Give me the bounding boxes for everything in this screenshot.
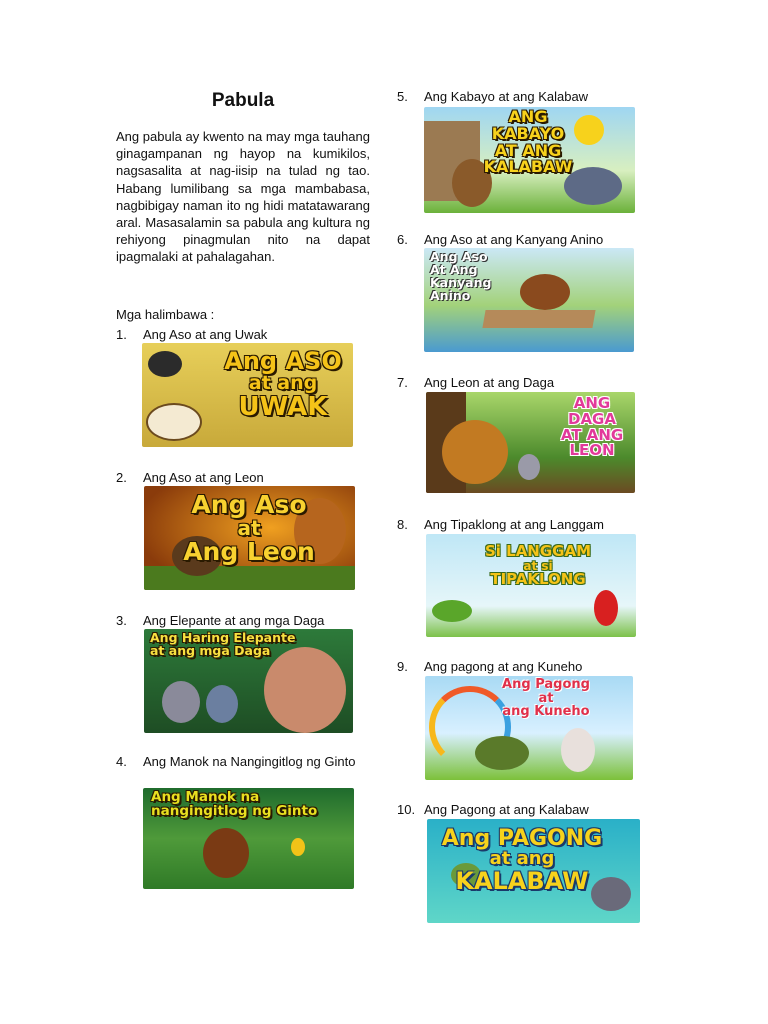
list-item xyxy=(397,658,651,676)
illustration-caption: ANG KABAYO AT ANG KALABAW xyxy=(483,107,573,177)
list-number: 10. xyxy=(397,802,416,817)
illustration-caption: Ang Haring Elepante at ang mga Daga xyxy=(150,630,296,659)
list-item xyxy=(397,88,651,106)
list-item xyxy=(397,801,651,819)
illustration-caption: Ang Manok na nangingitlog ng Ginto xyxy=(151,789,318,820)
list-title: Ang pagong at ang Kuneho xyxy=(424,659,583,674)
list-item xyxy=(116,326,370,344)
list-item xyxy=(116,612,370,630)
illustration-kabayo-kalabaw xyxy=(424,107,635,213)
dog-icon xyxy=(146,403,202,441)
illustration-caption: Ang Pagong at ang Kuneho xyxy=(502,677,590,720)
list-title: Ang Elepante at ang mga Daga xyxy=(143,613,325,628)
list-title: Ang Leon at ang Daga xyxy=(424,375,555,390)
page-title: Pabula xyxy=(211,90,275,111)
intro-paragraph: Ang pabula ay kwento na may mga tauhang ginagampanan ng hayop na kumikilos, nagsasalita at nag-iisip na tulad ng tao. Habang lumilibang sa mga mambabasa, nagbibigay naman ito ng hidi matatawarang aral. Masasalamin sa pabula ang kultura ng rehiyong pinagmulan nito na dapat ipagmalaki at pahalagahan. xyxy=(116,129,370,265)
list-title: Ang Tipaklong at ang Langgam xyxy=(424,517,604,532)
list-title: Ang Aso at ang Leon xyxy=(143,470,264,485)
list-item xyxy=(397,231,651,249)
examples-label: Mga halimbawa : xyxy=(116,307,215,322)
list-title: Ang Manok na Nangingitlog ng Ginto xyxy=(143,754,356,769)
illustration-pagong-kalabaw xyxy=(427,819,640,923)
illustration-aso-uwak xyxy=(142,343,353,447)
mouse-icon xyxy=(518,454,540,480)
illustration-aso-anino xyxy=(424,248,634,352)
illustration-manok-ginto xyxy=(143,788,354,889)
illustration-caption: Si LANGGAM at si TIPAKLONG xyxy=(484,542,592,589)
lion-icon xyxy=(442,420,508,484)
list-title: Ang Aso at ang Kanyang Anino xyxy=(424,232,604,247)
list-item xyxy=(116,753,370,787)
rabbit-icon xyxy=(561,728,595,772)
list-number: 7. xyxy=(397,375,408,390)
illustration-elepante-daga xyxy=(144,629,353,733)
illustration-aso-leon xyxy=(144,486,355,590)
mouse-icon xyxy=(206,685,238,723)
hen-icon xyxy=(203,828,249,878)
elephant-icon xyxy=(264,647,346,733)
list-number: 2. xyxy=(116,470,127,485)
list-title: Ang Kabayo at ang Kalabaw xyxy=(424,89,589,104)
illustration-caption: Ang PAGONG at ang KALABAW xyxy=(441,826,603,895)
list-title: Ang Aso at ang Uwak xyxy=(143,327,268,342)
golden-egg-icon xyxy=(291,838,305,856)
crow-icon xyxy=(148,351,182,377)
illustration-caption: ANG DAGA AT ANG LEON xyxy=(560,394,624,460)
list-number: 5. xyxy=(397,89,408,104)
illustration-pagong-kuneho xyxy=(425,676,633,780)
list-number: 3. xyxy=(116,613,127,628)
grasshopper-icon xyxy=(432,600,472,622)
ant-icon xyxy=(594,590,618,626)
sun-icon xyxy=(574,115,604,145)
dog-icon xyxy=(520,274,570,310)
illustration-tipaklong-langgam xyxy=(426,534,636,637)
bridge-icon xyxy=(482,310,595,328)
list-number: 1. xyxy=(116,327,127,342)
list-number: 9. xyxy=(397,659,408,674)
mouse-icon xyxy=(162,681,200,723)
list-item xyxy=(116,469,370,487)
illustration-caption: Ang Aso At Ang Kanyang Anino xyxy=(430,249,492,304)
list-item xyxy=(397,516,651,534)
illustration-caption: Ang Aso at Ang Leon xyxy=(183,490,315,567)
illustration-caption: Ang ASO at ang UWAK xyxy=(224,347,342,423)
list-number: 8. xyxy=(397,517,408,532)
illustration-leon-daga xyxy=(426,392,635,493)
list-title: Ang Pagong at ang Kalabaw xyxy=(424,802,589,817)
turtle-icon xyxy=(475,736,529,770)
list-item xyxy=(397,374,651,392)
list-number: 4. xyxy=(116,754,127,769)
list-number: 6. xyxy=(397,232,408,247)
